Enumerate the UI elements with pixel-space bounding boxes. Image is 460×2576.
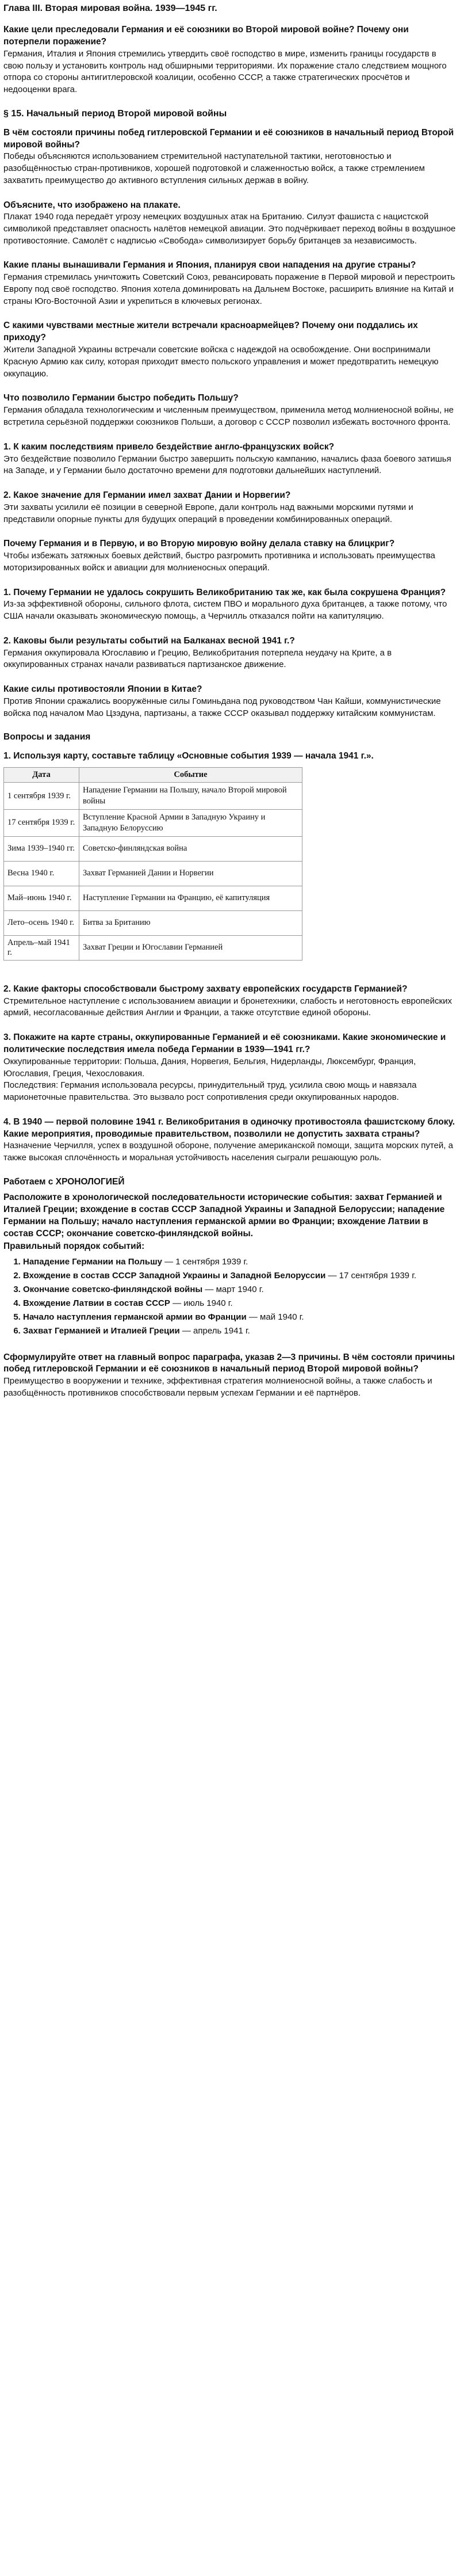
table-row [4, 783, 302, 810]
table-row [4, 886, 302, 910]
chrono-item [23, 1297, 457, 1310]
task-question: 4. В 1940 — первой половине 1941 г. Великобритания в одиночку противостояла фашистскому блоку. Какие мероприятия, проводимые правительством, позволили не допустить захвата страны? [3, 1116, 455, 1139]
qa-question: 1. Почему Германии не удалось сокрушить Великобританию так же, как была сокрушена Франция? [3, 587, 446, 597]
qa-question: 2. Каковы были результаты событий на Балканах весной 1941 г.? [3, 635, 295, 646]
table-cell-date: Апрель–май 1941 г. [4, 935, 79, 960]
qa-answer: Против Японии сражались вооружённые силы Гоминьдана под руководством Чан Кайши, коммунистические войска под началом Мао Цзэдуна, партизаны, а также СССР оказывал поддержку китайским коммунистам. [3, 696, 441, 718]
qa-answer: Германия оккупировала Югославию и Грецию, Великобритания потерпела неудачу на Крите, а в оккупированных странах начали развиваться партизанское движение. [3, 647, 392, 670]
qa-question: Какие планы вынашивали Германия и Япония, планируя свои нападения на другие страны? [3, 260, 416, 270]
qa-item [3, 684, 457, 719]
chrono-answer-label: Правильный порядок событий: [3, 1241, 145, 1251]
qa-question: 1. К каким последствиям привело бездействие англо-французских войск? [3, 441, 335, 452]
table-cell-event: Вступление Красной Армии в Западную Украину и Западную Белоруссию [79, 810, 302, 837]
qa-answer: Германия обладала технологическим и численным преимуществом, применила метод молниеносной войны, не встретила серьёзной поддержки союзников Польши, а договор с СССР позволил избежать восточного фронта. [3, 405, 454, 427]
final-block [3, 1352, 457, 1400]
qa-list [3, 127, 457, 720]
chrono-event: Нападение Германии на Польшу [23, 1256, 162, 1267]
final-question: Сформулируйте ответ на главный вопрос параграфа, указав 2—3 причины. В чём состояли причины побед гитлеровской Германии и её союзников в начальный период Второй мировой войны? [3, 1352, 455, 1374]
qa-item [3, 260, 457, 307]
task-answer: Назначение Черчилля, успех в воздушной обороне, получение американской помощи, защита морских путей, а также высокая сплочённость и моральная устойчивость населения сыграли решающую роль. [3, 1141, 453, 1163]
table-cell-event: Наступление Германии на Францию, её капитуляция [79, 886, 302, 910]
chrono-item [23, 1255, 457, 1269]
qa-answer: Из-за эффективной обороны, сильного флота, систем ПВО и морального духа британцев, а также потому, что США начали оказывать экономическую помощь, а Черчилль отказался пойти на капитуляцию. [3, 599, 447, 622]
table-header-date: Дата [4, 768, 79, 783]
table-cell-event: Битва за Британию [79, 910, 302, 935]
task-item [3, 984, 457, 1019]
qa-answer: Жители Западной Украины встречали советские войска с надеждой на освобождение. Они воспринимали Красную Армию как силу, которая приходит вместо польского управления и может предотвратить немецкую оккупацию. [3, 345, 439, 379]
qa-answer: Это бездействие позволило Германии быстро завершить польскую кампанию, начались фаза боевого затишья на Западе, и у Германии было достаточно времени для подготовки дальнейших наступлений. [3, 454, 451, 476]
chrono-date: — 1 сентября 1939 г. [162, 1256, 248, 1267]
qa-item [3, 200, 457, 247]
chrono-date: — май 1940 г. [246, 1312, 304, 1322]
qa-question: В чём состояли причины побед гитлеровской Германии и её союзников в начальный период Второй мировой войны? [3, 127, 454, 150]
qa-question: Какие силы противостояли Японии в Китае? [3, 684, 202, 695]
task-answer: Стремительное наступление с использованием авиации и бронетехники, слабость и неготовность европейских армий, несогласованные действия Англии и Франции, а также отсутствие единой обороны. [3, 996, 452, 1018]
task-question: 2. Какие факторы способствовали быстрому захвату европейских государств Германией? [3, 984, 408, 994]
table-row [4, 910, 302, 935]
chrono-event: Начало наступления германской армии во Франции [23, 1312, 247, 1322]
qa-answer: Плакат 1940 года передаёт угрозу немецких воздушных атак на Британию. Силуэт фашиста с нацистской символикой представляет опасность налётов немецкой авиации. Это подчёркивает переход войны в воздушное противостояние. Самолёт с надписью «Свобода» символизирует борьбу британцев за независимость. [3, 212, 456, 246]
table-cell-event: Захват Германией Дании и Норвегии [79, 861, 302, 886]
chrono-item [23, 1269, 457, 1283]
chrono-date: — март 1940 г. [202, 1284, 264, 1294]
qa-answer: Германия стремилась уничтожить Советский Союз, ревансировать поражение в Первой мировой и перестроить Европу под своё господство. Япония хотела доминировать на Дальнем Востоке, расширить влияние на Китай и страны Юго-Восточной Азии и укрепиться в ключевых регионах. [3, 272, 455, 306]
chrono-event: Окончание советско-финляндской войны [23, 1284, 203, 1294]
table-header-event: Событие [79, 768, 302, 783]
qa-item [3, 635, 457, 671]
table-cell-date: Весна 1940 г. [4, 861, 79, 886]
table-cell-event: Нападение Германии на Польшу, начало Второй мировой войны [79, 783, 302, 810]
intro-answer: Германия, Италия и Япония стремились утвердить своё господство в мире, изменить границы государств в свою пользу и установить контроль над обширными территориями. Их поражение стало следствием мощного отпора со стороны антигитлеровской коалиции, особенно СССР, а также стратегических просчётов и недооценки врага. [3, 48, 447, 94]
chrono-date: — июль 1940 г. [170, 1298, 233, 1308]
intro-question: Какие цели преследовали Германия и её союзники во Второй мировой войне? Почему они потерпели поражение? [3, 25, 409, 47]
table-row [4, 861, 302, 886]
table-cell-event: Захват Греции и Югославии Германией [79, 935, 302, 960]
table-row [4, 810, 302, 837]
events-table [3, 767, 302, 960]
qa-item [3, 393, 457, 428]
task-item [3, 1116, 457, 1164]
chrono-heading: Работаем с ХРОНОЛОГИЕЙ [3, 1176, 125, 1187]
table-row [4, 836, 302, 861]
qa-question: С какими чувствами местные жители встречали красноармейцев? Почему они поддались их приходу? [3, 321, 418, 343]
qa-item [3, 441, 457, 477]
final-answer: Преимущество в вооружении и технике, эффективная стратегия молниеносной войны, а также слабость и разобщённость противников способствовали первым успехам Германии и её партнёров. [3, 1376, 432, 1398]
qa-item [3, 127, 457, 187]
chrono-item [23, 1310, 457, 1324]
qa-question: 2. Какое значение для Германии имел захват Дании и Норвегии? [3, 490, 291, 500]
chrono-date: — 17 сентября 1939 г. [325, 1270, 417, 1281]
qa-question: Что позволило Германии быстро победить Польшу? [3, 393, 239, 403]
task-item [3, 1032, 457, 1104]
chapter-title: Глава III. Вторая мировая война. 1939—1945 гг. [3, 3, 217, 13]
table-cell-date: Зима 1939–1940 гг. [4, 836, 79, 861]
table-cell-event: Советско-финляндская война [79, 836, 302, 861]
table-header-row [4, 768, 302, 783]
qa-item [3, 538, 457, 574]
qa-item [3, 490, 457, 525]
intro-block [3, 24, 457, 96]
chrono-event: Вхождение в состав СССР Западной Украины и Западной Белоруссии [23, 1270, 326, 1281]
task-answer: Оккупированные территории: Польша, Дания, Норвегия, Бельгия, Нидерланды, Люксембург, Франция, Югославия, Греция, Чехословакия. Последствия: Германия использовала ресурсы, принудительный труд, усилила свою мощь и навязала марионеточные правительства. Это вызвало рост сопротивления среди оккупированных народов. [3, 1056, 417, 1102]
chrono-item [23, 1283, 457, 1297]
qa-question: Объясните, что изображено на плакате. [3, 200, 181, 210]
table-cell-date: 1 сентября 1939 г. [4, 783, 79, 810]
chrono-list [3, 1255, 457, 1338]
table-row [4, 935, 302, 960]
qa-answer: Победы объясняются использованием стремительной наступательной тактики, неготовностью и разобщённостью стран-противников, хорошей подготовкой и слаженностью войск, а также стремлением захватить преимущество до активного вступления сильных держав в войну. [3, 151, 425, 185]
tasks-title: Вопросы и задания [3, 732, 91, 742]
qa-question: Почему Германия и в Первую, и во Вторую мировую войну делала ставку на блицкриг? [3, 539, 395, 549]
qa-item [3, 587, 457, 623]
table-cell-date: 17 сентября 1939 г. [4, 810, 79, 837]
chrono-event: Захват Германией и Италией Греции [23, 1325, 180, 1336]
chrono-date: — апрель 1941 г. [179, 1325, 250, 1336]
qa-answer: Эти захваты усилили её позиции в северной Европе, дали контроль над важными морскими путями и представили опорные пункты для будущих операций в проведении комбинированных операций. [3, 502, 413, 524]
table-task: 1. Используя карту, составьте таблицу «Основные события 1939 — начала 1941 г.». [3, 751, 374, 761]
chrono-item [23, 1324, 457, 1338]
chrono-event: Вхождение Латвии в состав СССР [23, 1298, 170, 1308]
tasks-list [3, 984, 457, 1164]
chrono-task: Расположите в хронологической последовательности исторические события: захват Германией и Италией Греции; вхождение в состав СССР Западной Украины и Западной Белоруссии; нападение Германии на Польшу; начало наступления германской армии во Франции; вхождение Латвии в состав СССР; окончание советско-финляндской войны. [3, 1192, 445, 1239]
table-cell-date: Май–июнь 1940 г. [4, 886, 79, 910]
task-question: 3. Покажите на карте страны, оккупированные Германией и её союзниками. Какие экономические и политические последствия имела победа Германии в 1939—1941 гг.? [3, 1032, 446, 1054]
table-cell-date: Лето–осень 1940 г. [4, 910, 79, 935]
qa-item [3, 320, 457, 380]
section-title: § 15. Начальный период Второй мировой войны [3, 108, 227, 119]
qa-answer: Чтобы избежать затяжных боевых действий, быстро разгромить противника и использовать преимущества моторизированных войск и авиации для молниеносных операций. [3, 551, 435, 573]
